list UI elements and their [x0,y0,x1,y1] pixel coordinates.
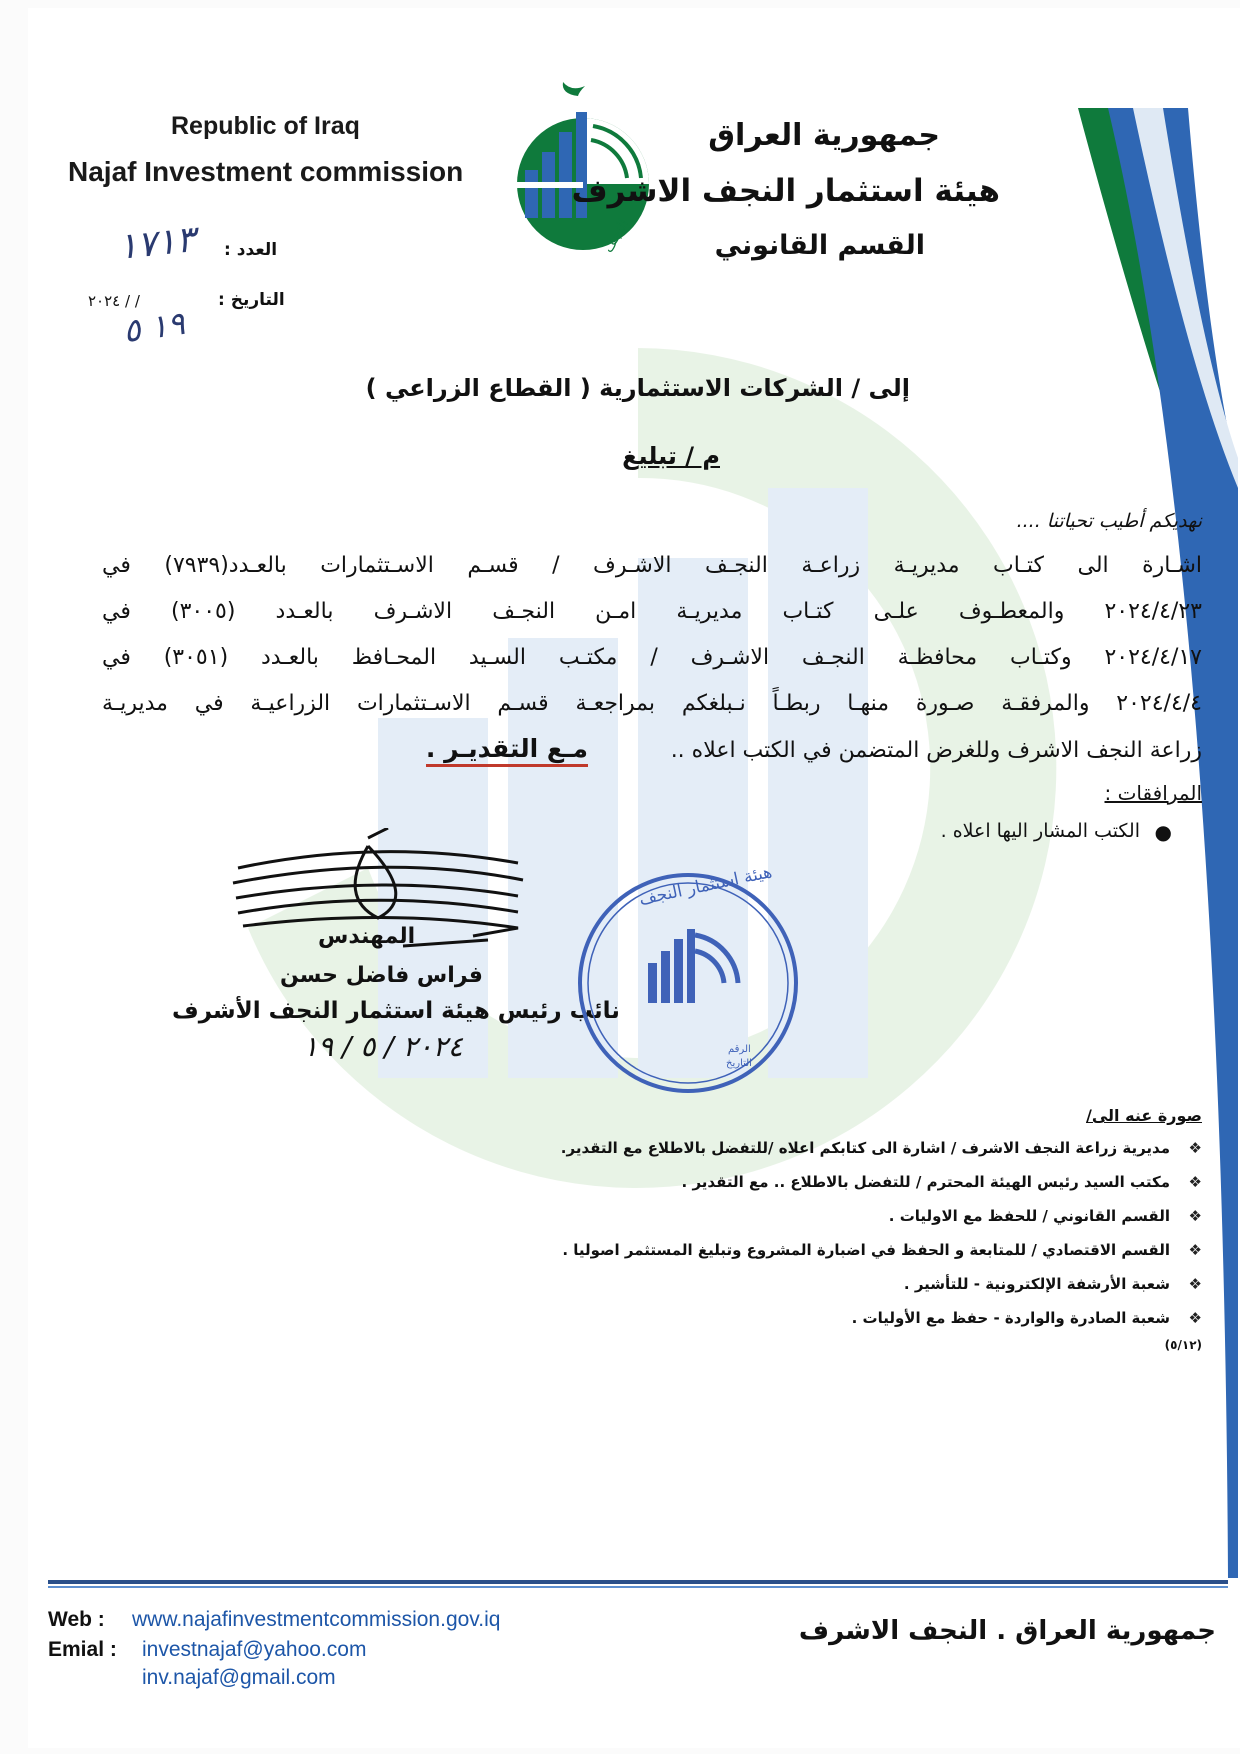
body-line: ٢٠٢٤/٤/٤ والمرفقـة صـورة منهـا ربطـاً نـبلغكم بمراجعـة قسـم الاسـتثمارات الزراعيـة في مديريـة [102,691,1202,716]
cc-item: شعبة الأرشفة الإلكترونية - للتأشير . [903,1275,1170,1293]
cc-bullet-icon: ❖ [1188,1207,1202,1225]
header-ar-department: القسم القانوني [714,230,925,261]
signatory-position: نائب رئيس هيئة استثمار النجف الأشرف [172,998,620,1024]
footer-address: جمهورية العراق . النجف الاشرف [798,1616,1216,1646]
body-line: ٢٠٢٤/٤/٢٣ والمعطـوف علـى كتـاب مديريـة امـن النجـف الاشـرف بالعـدد (٣٠٠٥) في [102,599,1202,624]
stamp-small-label: التاريخ [726,1058,752,1069]
document-code: (٥/١٢) [1164,1338,1202,1352]
footer-web-label: Web : [48,1608,105,1631]
attachments-label: المرافقات : [1104,781,1202,805]
number-handwritten: ١٧١٣ [116,219,198,268]
cc-item: مكتب السيد رئيس الهيئة المحترم / للتفضل بالاطلاع .. مع التقدير . [681,1173,1170,1191]
footer-email-link[interactable]: investnajaf@yahoo.com [142,1638,367,1661]
header-en-country: Republic of Iraq [171,112,360,140]
cc-bullet-icon: ❖ [1188,1139,1202,1157]
body-line: ٢٠٢٤/٤/١٧ وكتـاب محافظـة النجـف الاشـرف / مكتـب السـيد المحـافظ بالعـدد (٣٠٥١) في [102,645,1202,670]
greeting: نهديكم أطيب تحياتنا .... [1016,510,1202,532]
cc-bullet-icon: ❖ [1188,1173,1202,1191]
cc-label: صورة عنه الى/ [1086,1106,1202,1125]
date-handwritten: ١٩ ٥ [120,303,188,351]
closing: مـع التقديـر . [426,734,588,767]
footer-email-label: Emial : [48,1638,117,1661]
signatory-title: المهندس [318,924,416,949]
cc-item: مديرية زراعة النجف الاشرف / اشارة الى كتابكم اعلاه /للتفضل بالاطلاع مع التقدير. [560,1139,1170,1157]
footer-email-link[interactable]: inv.najaf@gmail.com [142,1666,336,1689]
cc-item: القسم القانوني / للحفظ مع الاوليات . [888,1207,1170,1225]
stamp-text: هيئة استثمار النجف [637,862,774,910]
header-en-commission: Najaf Investment commission [68,156,464,187]
attachment-bullet: ● [1154,820,1172,844]
cc-bullet-icon: ❖ [1188,1309,1202,1327]
signatory-name: فراس فاضل حسن [280,963,483,988]
footer-divider [48,1580,1228,1584]
commission-logo [503,74,653,254]
cc-item: القسم الاقتصادي / للمتابعة و الحفظ في اضبارة المشروع وتبليغ المستثمر اصوليا . [562,1241,1170,1259]
number-label: العدد : [224,240,278,260]
header-ar-commission: هيئة استثمار النجف الاشرف [571,173,1000,209]
stamp-small-label: الرقم [728,1044,751,1055]
footer-web-link[interactable]: www.najafinvestmentcommission.gov.iq [132,1608,501,1631]
signature-date: ٢٠٢٤ / ٥ / ١٩ [303,1030,463,1063]
cc-bullet-icon: ❖ [1188,1275,1202,1293]
recipient: إلى / الشركات الاستثمارية ( القطاع الزراعي ) [365,374,910,402]
document-page [28,8,1240,1748]
subject: م / تبليغ [622,442,720,470]
footer-divider-accent [48,1586,1228,1588]
date-label: التاريخ : [218,290,285,310]
attachment-item: الكتب المشار اليها اعلاه . [940,820,1140,842]
header-ar-country: جمهورية العراق [708,118,940,153]
date-printed: / / ٢٠٢٤ [88,292,140,310]
cc-item: شعبة الصادرة والواردة - حفظ مع الأوليات . [851,1309,1170,1327]
body-line: اشـارة الى كتـاب مديريـة زراعـة النجـف الاشـرف / قسـم الاسـتثمارات بالعـدد(٧٩٣٩) في [102,553,1202,578]
cc-bullet-icon: ❖ [1188,1241,1202,1259]
body-last-line: زراعة النجف الاشرف وللغرض المتضمن في الكتب اعلاه .. [670,738,1202,763]
logo-caption: النجف [600,216,632,256]
